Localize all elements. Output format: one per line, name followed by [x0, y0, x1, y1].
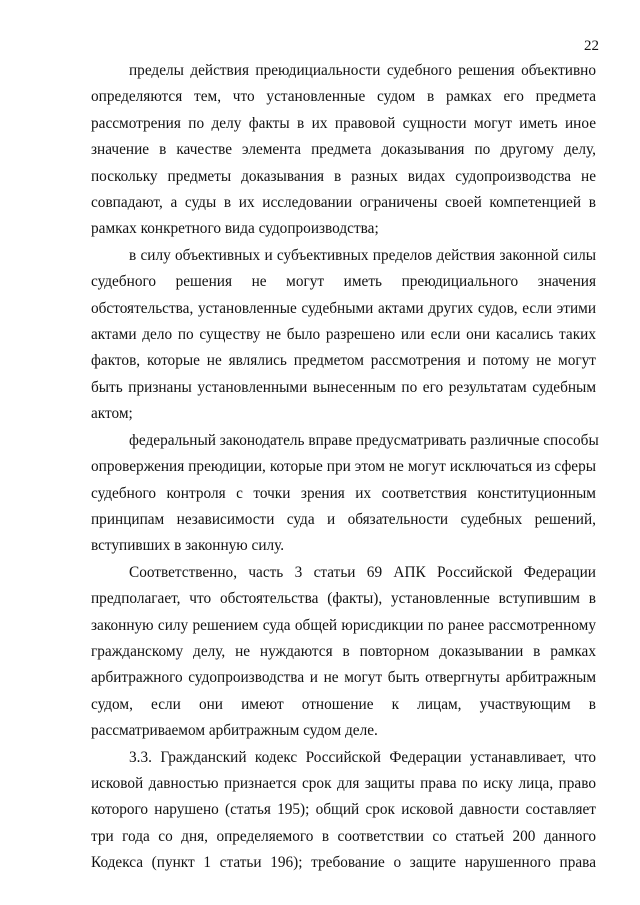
text-line: поскольку предметы доказывания в разных видах судопроизводства не: [91, 167, 596, 185]
text-line: предполагает, что обстоятельства (факты), установленные вступившим в: [91, 590, 596, 608]
text-line: 3.3. Гражданский кодекс Российской Федерации устанавливает, что: [129, 748, 596, 766]
page-number: 22: [584, 38, 599, 54]
text-line: которого нарушено (статья 195); общий срок исковой давности составляет: [91, 801, 596, 819]
text-line: исковой давностью признается срок для защиты права по иску лица, право: [91, 774, 596, 792]
text-line: принципам независимости суда и обязательности судебных решений,: [91, 510, 596, 528]
text-line: судебного решения не могут иметь преюдициального значения: [91, 273, 596, 291]
text-line: рассматриваемом арбитражным судом деле.: [91, 722, 378, 740]
text-line: Кодекса (пункт 1 статьи 196); требование о защите нарушенного права: [91, 854, 596, 872]
paragraph-3: [91, 428, 599, 560]
text-line: актом;: [91, 405, 133, 423]
text-line: законную силу решением суда общей юрисдикции по ранее рассмотренному: [91, 616, 596, 634]
text-line: арбитражного судопроизводства и не могут быть отвергнуты арбитражным: [91, 669, 596, 687]
text-line: быть признаны установленными вынесенным по его результатам судебным: [91, 378, 596, 396]
text-line: совпадают, а суды в их исследовании ограничены своей компетенцией в: [91, 194, 596, 212]
paragraph-5: [91, 745, 596, 877]
text-line: вступивших в законную силу.: [91, 537, 285, 555]
paragraph-1: [91, 58, 596, 243]
text-line: фактов, которые не являлись предметом рассмотрения и потому не могут: [91, 352, 596, 370]
text-line: гражданскому делу, не нуждаются в повторном доказывании в рамках: [91, 642, 596, 660]
document-body: [91, 58, 599, 877]
text-line: определяются тем, что установленные судом в рамках его предмета: [91, 88, 596, 106]
text-line: три года со дня, определяемого в соответствии со статьей 200 данного: [91, 827, 596, 845]
text-line: федеральный законодатель вправе предусматривать различные способы: [129, 431, 599, 449]
text-line: актами дело по существу не было разрешено или если они касались таких: [91, 326, 596, 344]
text-line: Соответственно, часть 3 статьи 69 АПК Российской Федерации: [129, 563, 596, 581]
text-line: в силу объективных и субъективных пределов действия законной силы: [129, 246, 596, 264]
text-line: обстоятельства, установленные судебными актами других судов, если этими: [91, 299, 596, 317]
text-line: опровержения преюдиции, которые при этом не могут исключаться из сферы: [91, 458, 596, 476]
text-line: судебного контроля с точки зрения их соответствия конституционным: [91, 484, 596, 502]
text-line: рассмотрения по делу факты в их правовой сущности могут иметь иное: [91, 114, 596, 132]
text-line: рамках конкретного вида судопроизводства;: [91, 220, 379, 238]
paragraph-4: [91, 560, 596, 745]
text-line: судом, если они имеют отношение к лицам, участвующим в: [91, 695, 596, 713]
paragraph-2: [91, 243, 596, 428]
text-line: значение в качестве элемента предмета доказывания по другому делу,: [91, 141, 596, 159]
text-line: пределы действия преюдициальности судебного решения объективно: [129, 62, 596, 79]
